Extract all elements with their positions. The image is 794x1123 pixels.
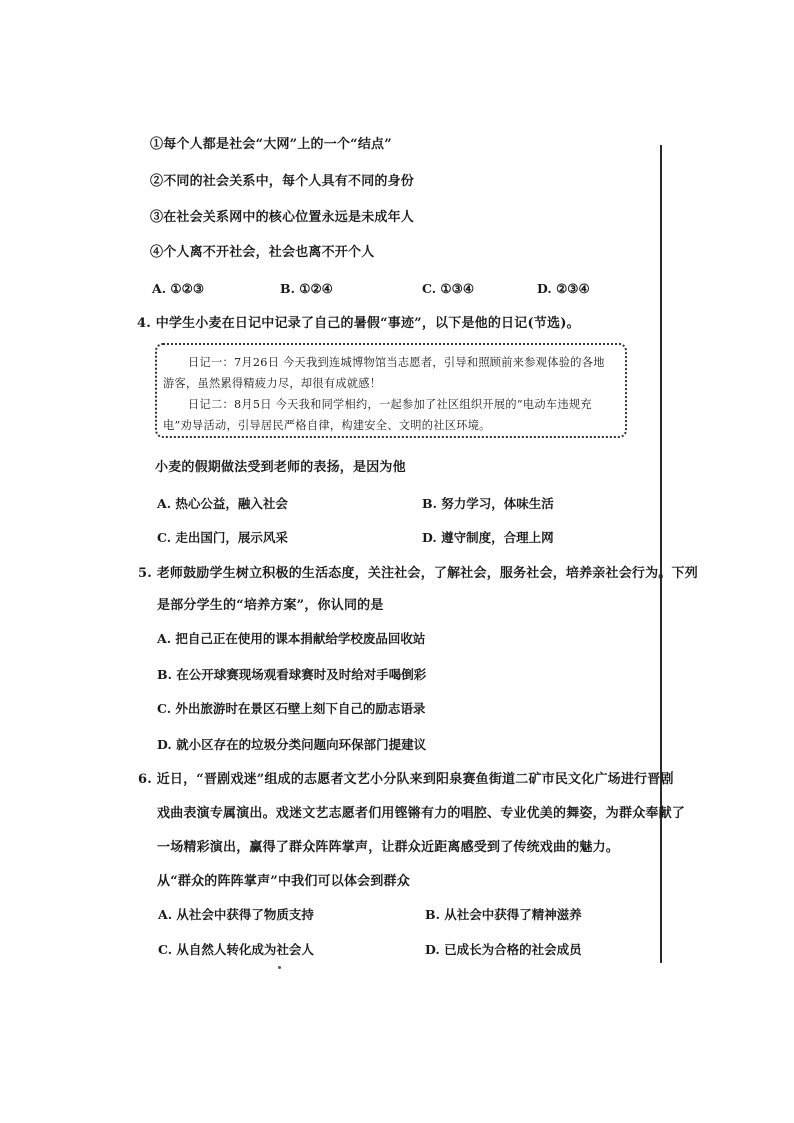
q6-option-c: C. 从自然人转化成为社会人	[158, 942, 314, 957]
q4-option-d: D. 遵守制度，合理上网	[422, 530, 554, 545]
q4-option-a: A. 热心公益，融入社会	[157, 496, 288, 511]
q4-stem: 4. 中学生小麦在日记中记录了自己的暑假“事迹”，以下是他的日记(节选)。	[137, 316, 580, 331]
q3-statement-3: ③在社会关系网中的核心位置永远是未成年人	[150, 210, 415, 225]
q6-stem-line-3: 一场精彩演出，赢得了群众阵阵掌声，让群众近距离感受到了传统戏曲的魅力。	[157, 840, 620, 855]
q3-option-d: D. ②③④	[537, 281, 590, 296]
q6-stem-line-2: 戏曲表演专属演出。戏迷文艺志愿者们用铿锵有力的唱腔、专业优美的舞姿，为群众奉献了	[157, 806, 686, 821]
q3-option-a: A. ①②③	[152, 281, 205, 296]
q4-option-c: C. 走出国门，展示风采	[157, 530, 288, 545]
q4-question: 小麦的假期做法受到老师的表扬，是因为他	[155, 460, 406, 475]
margin-rule	[660, 145, 662, 963]
q5-stem-line-2: 是部分学生的“培养方案”，你认同的是	[157, 598, 384, 613]
diary-line-1: 日记一：7月26日 今天我到连城博物馆当志愿者，引导和照顾前来参观体验的各地	[188, 356, 605, 369]
diary-line-3: 日记二：8月5日 今天我和同学相约，一起参加了社区组织开展的“电动车违规充	[188, 398, 592, 411]
diary-line-2: 游客，虽然累得精疲力尽，却很有成就感！	[163, 377, 382, 390]
q5-option-c: C. 外出旅游时在景区石壁上刻下自己的励志语录	[157, 701, 426, 716]
q5-stem-line-1: 5. 老师鼓励学生树立积极的生活态度，关注社会，了解社会，服务社会，培养亲社会行为。下列	[138, 566, 698, 581]
q5-option-a: A. 把自己正在使用的课本捐献给学校废品回收站	[157, 631, 426, 646]
scan-speck	[278, 966, 281, 969]
q6-option-a: A. 从社会中获得了物质支持	[158, 907, 314, 922]
q3-statement-4: ④个人离不开社会，社会也离不开个人	[150, 245, 375, 260]
q3-option-b: B. ①②④	[280, 281, 333, 296]
q5-option-b: B. 在公开球赛现场观看球赛时及时给对手喝倒彩	[157, 667, 427, 682]
diary-line-4: 电”劝导活动，引导居民严格自律，构建安全、文明的社区环境。	[163, 419, 491, 432]
q3-statement-1: ①每个人都是社会“大网”上的一个“结点”	[150, 137, 392, 152]
q3-statement-2: ②不同的社会关系中，每个人具有不同的身份	[150, 174, 415, 189]
q5-option-d: D. 就小区存在的垃圾分类问题向环保部门提建议	[157, 737, 427, 752]
q6-stem-line-1: 6. 近日，“晋剧戏迷”组成的志愿者文艺小分队来到阳泉赛鱼街道二矿市民文化广场进行晋剧	[138, 772, 674, 787]
q6-option-b: B. 从社会中获得了精神滋养	[425, 907, 582, 922]
q3-option-c: C. ①③④	[422, 281, 475, 296]
q4-option-b: B. 努力学习，体味生活	[422, 496, 554, 511]
q6-option-d: D. 已成长为合格的社会成员	[425, 942, 582, 957]
q6-question: 从“群众的阵阵掌声”中我们可以体会到群众	[157, 874, 410, 889]
